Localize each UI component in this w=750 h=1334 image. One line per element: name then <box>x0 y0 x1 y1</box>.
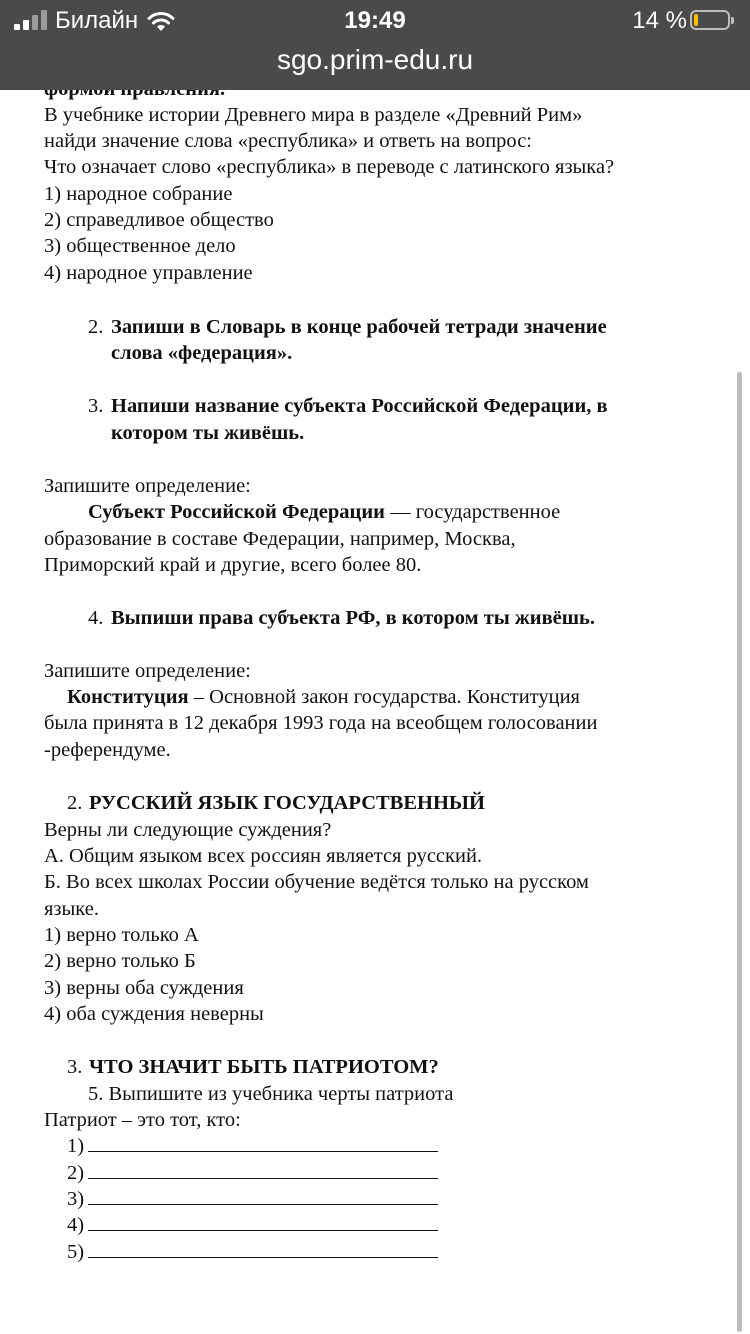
task-number: 3. <box>88 395 104 417</box>
task-text: 5. Выпишите из учебника черты патриота <box>88 1083 454 1105</box>
underline <box>88 1214 438 1231</box>
blank-number: 2) <box>67 1162 85 1184</box>
question-text: языке. <box>44 898 99 920</box>
answer-option: 2) верно только Б <box>44 950 196 972</box>
answer-option: 1) верно только А <box>44 924 199 946</box>
intro-line: найди значение слова «республика» и ответь на вопрос: <box>44 130 532 152</box>
task-text: котором ты живёшь. <box>111 422 305 444</box>
definition-line <box>67 684 580 710</box>
definition-term: Конституция <box>67 686 189 708</box>
definition-line <box>88 499 560 525</box>
definition-text: была принята в 12 декабря 1993 года на всеобщем голосовании <box>44 712 598 734</box>
underline <box>88 1162 438 1179</box>
answer-option: 3) верны оба суждения <box>44 977 244 999</box>
url-bar[interactable]: sgo.prim-edu.ru <box>276 44 474 75</box>
carrier-name: Билайн <box>55 7 139 34</box>
blank-line <box>67 1133 438 1159</box>
answer-option: 2) справедливое общество <box>44 209 274 231</box>
battery-level <box>694 14 698 26</box>
question-text: Верны ли следующие суждения? <box>44 819 332 841</box>
answer-option: 4) оба суждения неверны <box>44 1003 264 1025</box>
definition-text: – Основной закон государства. Конституция <box>188 686 580 708</box>
answer-option: 4) народное управление <box>44 262 253 284</box>
question-text: А. Общим языком всех россиян является русский. <box>44 845 483 867</box>
answer-option: 1) народное собрание <box>44 183 233 205</box>
definition-text: — государственное <box>384 501 561 523</box>
task-number: 2. <box>88 316 104 338</box>
task-text: слова «федерация». <box>111 342 293 364</box>
battery-icon <box>690 10 730 30</box>
battery-percentage: 14 % <box>632 7 687 34</box>
blank-number: 3) <box>67 1188 85 1210</box>
task-text: Напиши название субъекта Российской Федерации, в <box>111 395 608 417</box>
clock: 19:49 <box>344 7 406 34</box>
blank-number: 1) <box>67 1135 85 1157</box>
lead-text: Патриот – это тот, кто: <box>44 1109 241 1131</box>
blank-line <box>67 1239 438 1265</box>
answer-option: 3) общественное дело <box>44 235 236 257</box>
definition-text: образование в составе Федерации, например, Москва, <box>44 528 516 550</box>
blank-line <box>67 1212 438 1238</box>
blank-number: 4) <box>67 1214 85 1236</box>
intro-line: В учебнике истории Древнего мира в разделе «Древний Рим» <box>44 104 583 126</box>
question-text: Б. Во всех школах России обучение ведётся только на русском <box>44 871 589 893</box>
definition-term: Субъект Российской Федерации <box>88 501 385 523</box>
section-number: 3. <box>67 1056 83 1078</box>
section-title: ЧТО ЗНАЧИТ БЫТЬ ПАТРИОТОМ? <box>89 1056 439 1078</box>
definition-text: -референдуме. <box>44 739 171 761</box>
task-text: Запиши в Словарь в конце рабочей тетради значение <box>111 316 607 338</box>
blank-line <box>67 1186 438 1212</box>
blank-number: 5) <box>67 1241 85 1263</box>
definition-label: Запишите определение: <box>44 475 251 497</box>
definition-label: Запишите определение: <box>44 660 251 682</box>
browser-top-bar <box>0 0 750 90</box>
blank-line <box>67 1160 438 1186</box>
underline <box>88 1241 438 1258</box>
task-number: 4. <box>88 607 104 629</box>
task-text: Выпиши права субъекта РФ, в котором ты живёшь. <box>111 607 596 629</box>
definition-text: Приморский край и другие, всего более 80. <box>44 554 422 576</box>
intro-line: Что означает слово «республика» в переводе с латинского языка? <box>44 156 615 178</box>
section-number: 2. <box>67 792 83 814</box>
section-title: РУССКИЙ ЯЗЫК ГОСУДАРСТВЕННЫЙ <box>89 792 485 814</box>
underline <box>88 1188 438 1205</box>
scrollbar[interactable] <box>737 372 742 1332</box>
underline <box>88 1135 438 1152</box>
